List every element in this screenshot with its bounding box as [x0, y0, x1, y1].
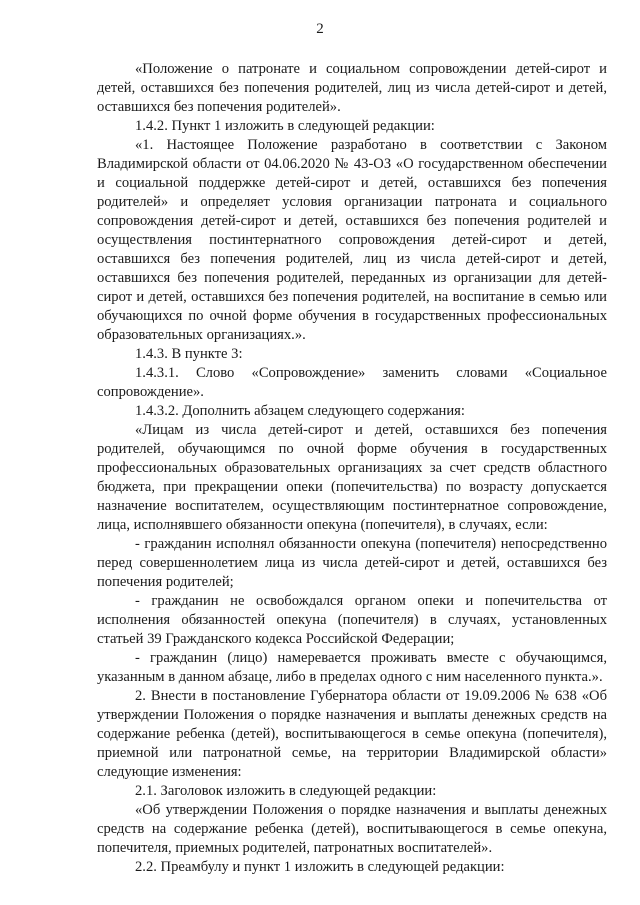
paragraph-title-quote: «Положение о патронате и социальном сопровождении детей-сирот и детей, оставшихся без попечения родителей, лиц из числа детей-сирот и детей, оставшихся без попечения родителей».: [97, 61, 607, 115]
list-item-condition-3: - гражданин (лицо) намеревается проживать вместе с обучающимся, указанным в данном абзаце, либо в пределах одного с ним населенного пункта.».: [97, 650, 607, 685]
paragraph-added-text: «Лицам из числа детей-сирот и детей, оставшихся без попечения родителей, обучающимся по очной форме обучения в государственных профессиональных образовательных организациях за счет средств областного бюджета, при прекращении опеки (попечительства) по возрасту допускается назначение воспитателем, осуществляющим постинтернатное сопровождение, лица, исполнявшего обязанности опекуна (попечителя), в случаях, если:: [97, 422, 607, 533]
paragraph-1-4-3: 1.4.3. В пункте 3:: [135, 346, 243, 362]
paragraph-1-4-3-1: 1.4.3.1. Слово «Сопровождение» заменить словами «Социальное сопровождение».: [97, 365, 607, 400]
document-body: [97, 60, 607, 877]
list-item-condition-2: - гражданин не освобождался органом опеки и попечительства от исполнения обязанностей опекуна (попечителя) в случаях, установленных статьей 39 Гражданского кодекса Российской Федерации;: [97, 593, 607, 647]
paragraph-1-4-3-2: 1.4.3.2. Дополнить абзацем следующего содержания:: [135, 403, 465, 419]
paragraph-1-4-2: 1.4.2. Пункт 1 изложить в следующей редакции:: [135, 118, 435, 134]
paragraph-section-2: 2. Внести в постановление Губернатора области от 19.09.2006 № 638 «Об утверждении Положения о порядке назначения и выплаты денежных средств на содержание ребенка (детей), воспитывающегося в семье опекуна (попечителя), приемной или патронатной семье, на территории Владимирской области» следующие изменения:: [97, 688, 607, 780]
paragraph-2-2: 2.2. Преамбулу и пункт 1 изложить в следующей редакции:: [135, 859, 505, 875]
paragraph-point-1-text: «1. Настоящее Положение разработано в соответствии с Законом Владимирской области от 04.06.2020 № 43-ОЗ «О государственном обеспечении и социальной поддержке детей-сирот и детей, оставшихся без попечения родителей» и определяет условия организации патроната и социального сопровождения детей-сирот и детей, оставшихся без попечения родителей и осуществления постинтернатного сопровождения детей-сирот и детей, оставшихся без попечения родителей, лиц из числа детей-сирот и детей, оставшихся без попечения родителей, переданных из организации для детей-сирот и детей, оставшихся без попечения родителей, на воспитание в семью или обучающихся по очной форме обучения в государственных профессиональных образовательных организациях.».: [97, 137, 607, 343]
page-number: 2: [316, 21, 324, 37]
list-item-condition-1: - гражданин исполнял обязанности опекуна (попечителя) непосредственно перед совершеннолетием лица из числа детей-сирот и детей, оставшихся без попечения родителей;: [97, 536, 607, 590]
paragraph-2-1: 2.1. Заголовок изложить в следующей редакции:: [135, 783, 437, 799]
paragraph-new-heading-text: «Об утверждении Положения о порядке назначения и выплаты денежных средств на содержание ребенка (детей), воспитывающегося в семье опекуна, попечителя, приемных родителей, патронатных воспитателей».: [97, 802, 607, 856]
